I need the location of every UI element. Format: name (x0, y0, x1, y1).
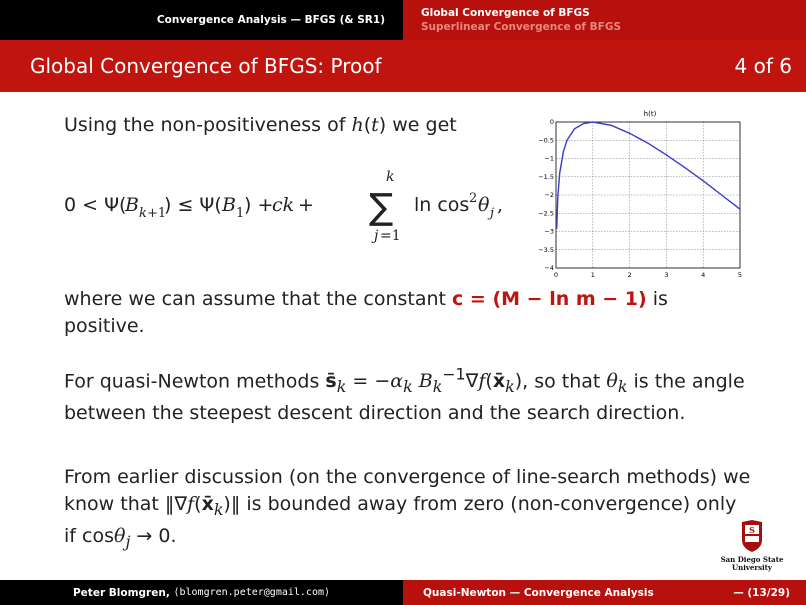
x-tick-label: 0 (553, 271, 559, 278)
logo-line-1: San Diego State (720, 555, 784, 564)
footer-title[interactable]: Quasi-Newton — Convergence Analysis (423, 586, 654, 599)
plot-ticks (538, 118, 742, 278)
paragraph-3: For quasi-Newton methods $s̄_k = -\alpha_k$ $B_k^{-1}\nabla f(x̄_k)$, so that $\theta_k$ is the angle between the steepest descent direction and the search direction. (64, 365, 745, 425)
section-link-other[interactable]: Superlinear Convergence of BFGS (421, 21, 622, 33)
y-tick-label: −2 (544, 191, 554, 200)
math-step-formula: $s̄_k = -\alpha_k$ $B_k^{-1}\nabla f(x̄_k)$ (325, 365, 523, 397)
svg-text:∑: ∑ (369, 187, 394, 228)
slide-title-bar (0, 40, 806, 92)
x-tick-label: 1 (590, 271, 595, 278)
paragraph-4: From earlier discussion (on the convergence of line-search methods) we know that $‖\nabla f(x̄_k)‖$ is bounded away from zero (non-convergence) only if cosθ$_j$ → 0. (64, 466, 751, 551)
plot-title: h(t) (643, 110, 657, 118)
svg-text:2: 2 (469, 191, 478, 206)
svg-text:B: B (222, 194, 236, 216)
y-tick-label: −3.5 (538, 245, 554, 254)
x-tick-label: 2 (627, 271, 632, 278)
svg-text:=1: =1 (380, 228, 401, 244)
footer-page-number: — (13/29) (733, 586, 790, 599)
sdsu-shield-icon (718, 518, 786, 554)
svg-text:ck: ck (272, 194, 295, 216)
svg-text:θ: θ (478, 194, 490, 216)
svg-text:j: j (374, 228, 379, 244)
svg-text:+1: +1 (147, 206, 167, 221)
y-tick-label: −1 (544, 154, 554, 163)
footer-bar (0, 580, 806, 605)
math-theta-k: $\theta_k$ (606, 370, 628, 397)
paragraph-2: where we can assume that the constant c = (M − ln m − 1) is positive. (64, 288, 668, 337)
svg-text:+: + (298, 194, 314, 216)
h-of-t-plot (530, 108, 745, 278)
math-gradient-norm: $‖\nabla f(x̄_k)‖$ (164, 493, 241, 519)
svg-text:B: B (125, 194, 139, 216)
header-section-nav (403, 0, 806, 40)
y-tick-label: −1.5 (538, 172, 554, 181)
x-tick-label: 4 (701, 271, 706, 278)
y-tick-label: −4 (544, 264, 554, 273)
math-cos-theta-limit: cosθ$_j$ → 0. (82, 524, 177, 551)
y-tick-label: −3 (544, 227, 554, 236)
svg-text:ln cos: ln cos (414, 194, 470, 216)
slide-title: Global Convergence of BFGS: Proof (30, 54, 382, 78)
logo-line-2: University (732, 563, 772, 572)
inequality-equation (64, 164, 524, 244)
svg-text:) +: ) + (244, 194, 274, 216)
y-tick-label: −2.5 (538, 209, 554, 218)
header-bar (0, 0, 806, 40)
y-tick-label: 0 (549, 118, 554, 127)
svg-text:0 < Ψ(: 0 < Ψ( (64, 194, 127, 216)
svg-text:) ≤ Ψ(: ) ≤ Ψ( (164, 194, 222, 216)
y-tick-label: −0.5 (538, 136, 554, 145)
footer-email[interactable]: ⟨blomgren.peter@gmail.com⟩ (173, 587, 331, 598)
math-h-of-t: h (351, 114, 364, 136)
footer-title-block (403, 580, 806, 605)
paragraph-1: Using the non-positiveness of h(t) we get (64, 114, 457, 136)
x-tick-label: 3 (664, 271, 669, 278)
header-left-text: Convergence Analysis — BFGS (& SR1) (156, 14, 385, 26)
slide-counter: 4 of 6 (734, 54, 792, 78)
svg-text:,: , (497, 194, 504, 216)
constant-c-highlight: c = (M − ln m − 1) (452, 288, 647, 310)
header-presentation-title[interactable] (0, 0, 403, 40)
svg-text:k: k (139, 206, 147, 221)
svg-text:S: S (749, 525, 755, 535)
footer-author: Peter Blomgren, (72, 586, 170, 599)
section-link-current[interactable]: Global Convergence of BFGS (421, 7, 590, 19)
h-curve-line (557, 122, 740, 229)
sdsu-logo (718, 518, 786, 574)
x-tick-label: 5 (737, 271, 743, 278)
svg-text:k: k (386, 169, 395, 185)
svg-text:1: 1 (236, 206, 245, 221)
svg-text:j: j (490, 206, 495, 221)
footer-author-block (0, 580, 403, 605)
